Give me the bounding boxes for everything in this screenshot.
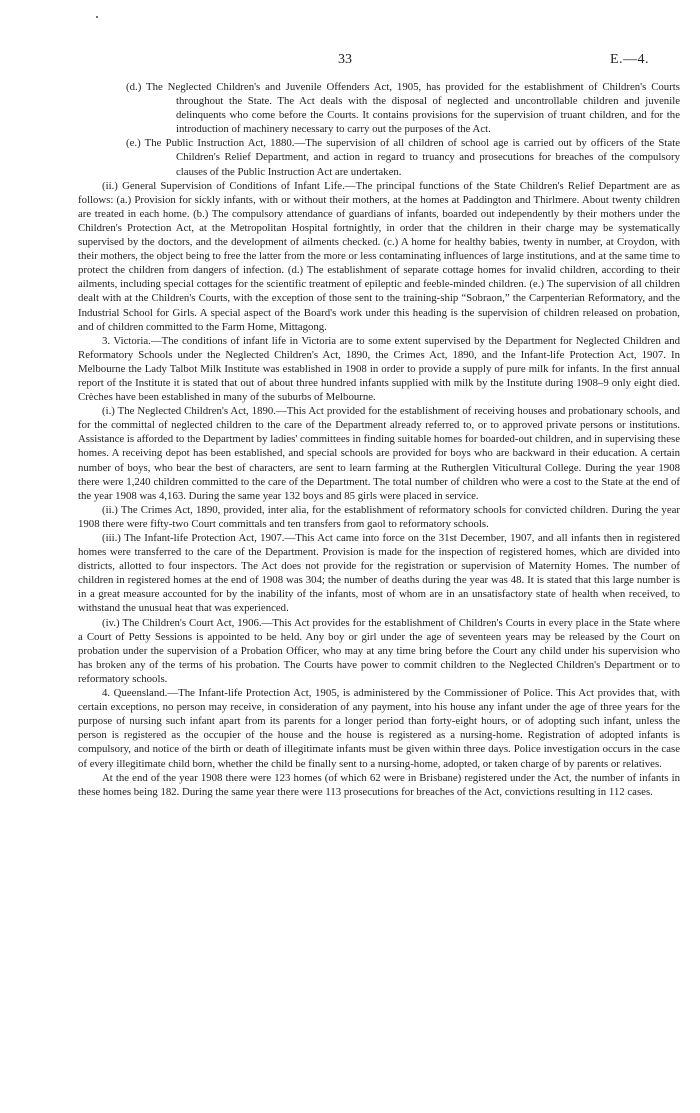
page-mark: [96, 16, 98, 18]
paragraph-infant-life-protection-act-1907: (iii.) The Infant-life Protection Act, 1907.—This Act came into force on the 31st December, 1907, and all infants then in registered homes were transferred to the care of the Department. Provision is made for the inspection of registered homes, which are divided into districts, allotted to four inspectors. The Act does not provide for the registration or supervision of Maternity Homes. The number of children in registered homes at the end of 1908 was 304; the number of deaths during the year was 48. It is stated that this large number is in a great measure accounted for by the inability of the infants, most of whom are in an unsatisfactory state of health when received, to withstand the unusual heat that was experienced.: [78, 532, 680, 615]
paragraph-general-supervision: (ii.) General Supervision of Conditions of Infant Life.—The principal functions of the State Children's Relief Department are as follows: (a.) Provision for sickly infants, with or without their mothers, at the homes at Paddington and Thirlmere. About twenty children are treated in each home. (b.) The compulsory attendance of guardians of infants, boarded out independently by their mothers under the Children's Protection Act, at the Metropolitan Hospital fortnightly, in order that the children in their charge may be systematically supervised by the doctors, and the development of ailments checked. (c.) A home for healthy babies, twenty in number, at Croydon, with their mothers, the object being to free the latter from the more or less contaminating influences of large institutions, and at the same time to protect the children from dangers of infection. (d.) The establishment of separate cottage homes for invalid children, according to their ailments, including special cottages for the scientific treatment of epileptic and feeble-minded children. (e.) The supervision of all children dealt with at the Children's Courts, with the exception of those sent to the training-ship “Sobraon,” the Carpenterian Reformatory, and the Industrial School for Girls. A special aspect of the Board's work under this heading is the supervision of children released on probation, and of children committed to the Farm Home, Mittagong.: [78, 179, 680, 333]
paragraph-d-neglected-children-act-1905: (d.) The Neglected Children's and Juvenile Offenders Act, 1905, has provided for the establishment of Children's Courts throughout the State. The Act deals with the disposal of neglected and uncontrollable children and juvenile delinquents who come before the Courts. It contains provisions for the supervision of truant children, and for the introduction of machinery necessary to carry out the purposes of the Act.: [126, 81, 680, 136]
paragraph-e-public-instruction-act: (e.) The Public Instruction Act, 1880.—The supervision of all children of school age is carried out by officers of the State Children's Relief Department, and action in regard to truancy and prosecutions for breaches of the compulsory clauses of the Public Instruction Act are undertaken.: [126, 137, 680, 178]
paragraph-crimes-act: (ii.) The Crimes Act, 1890, provided, inter alia, for the establishment of reformatory schools for convicted children. During the year 1908 there were fifty-two Court committals and ten transfers from gaol to reformatory schools.: [78, 503, 680, 530]
paragraph-neglected-children-act-1890: (i.) The Neglected Children's Act, 1890.—This Act provided for the establishment of receiving houses and probationary schools, and for the committal of neglected children to the care of the Department already referred to, or to approved private persons or institutions. Assistance is afforded to the Department by ladies' committees in finding suitable homes for boarded-out children, and in supervising these homes. A receiving depot has been established, and special schools are provided for boys who are backward in their education. A certain number of boys, who bear the best of characters, are sent to learn farming at the Rutherglen Viticultural College. During the year 1908 there were 1,240 children committed to the care of the Department. The total number of children who were a cost to the State at the end of the year 1908 was 4,163. During the same year 132 boys and 85 girls were placed in service.: [78, 405, 680, 502]
paragraph-queensland: 4. Queensland.—The Infant-life Protection Act, 1905, is administered by the Commissioner of Police. This Act provides that, with certain exceptions, no person may receive, in consideration of any payment, into his house any infant under the age of three years for the purpose of nursing such infant apart from its parents for a longer period than forty-eight hours, or of adopting such infant, unless the person is registered as the occupier of the house and the house is registered as a nursing-home. Registration of adopted infants is compulsory, and notice of the birth or death of illegitimate infants must be given within three days. Police investigation occurs in the case of every illegitimate child born, whether the child be finally sent to a nursing-home, adopted, or taken charge of by parents or relatives.: [78, 687, 680, 770]
paragraph-queensland-statistics: At the end of the year 1908 there were 123 homes (of which 62 were in Brisbane) registered under the Act, the number of infants in these homes being 182. During the same year there were 113 prosecutions for breaches of the Act, convictions resulting in 112 cases.: [78, 771, 680, 798]
paragraph-childrens-court-act: (iv.) The Children's Court Act, 1906.—This Act provides for the establishment of Children's Courts in every place in the State where a Court of Petty Sessions is appointed to be held. Any boy or girl under the age of seventeen years may be released by the Court on probation under the supervision of a Probation Officer, who may at any time bring before the Court any child under his supervision who has broken any of the terms of his probation. The Courts have power to commit children to the Neglected Children's Department or to reformatory schools.: [78, 616, 680, 685]
body-text: [78, 80, 680, 799]
page-number: 33: [338, 52, 352, 67]
paragraph-victoria: 3. Victoria.—The conditions of infant life in Victoria are to some extent supervised by the Department for Neglected Children and Reformatory Schools under the Neglected Children's Act, 1890, the Crimes Act, 1890, and the Infant-life Protection Act, 1907. In Melbourne the Lady Talbot Milk Institute was established in 1908 in order to provide a supply of pure milk for infants. In the first annual report of the Institute it is stated that out of about three hundred infants supplied with milk by the Institute during 1908–9 only eight died. Crèches have been established in many of the suburbs of Melbourne.: [78, 334, 680, 404]
document-reference: E.—4.: [610, 52, 650, 67]
